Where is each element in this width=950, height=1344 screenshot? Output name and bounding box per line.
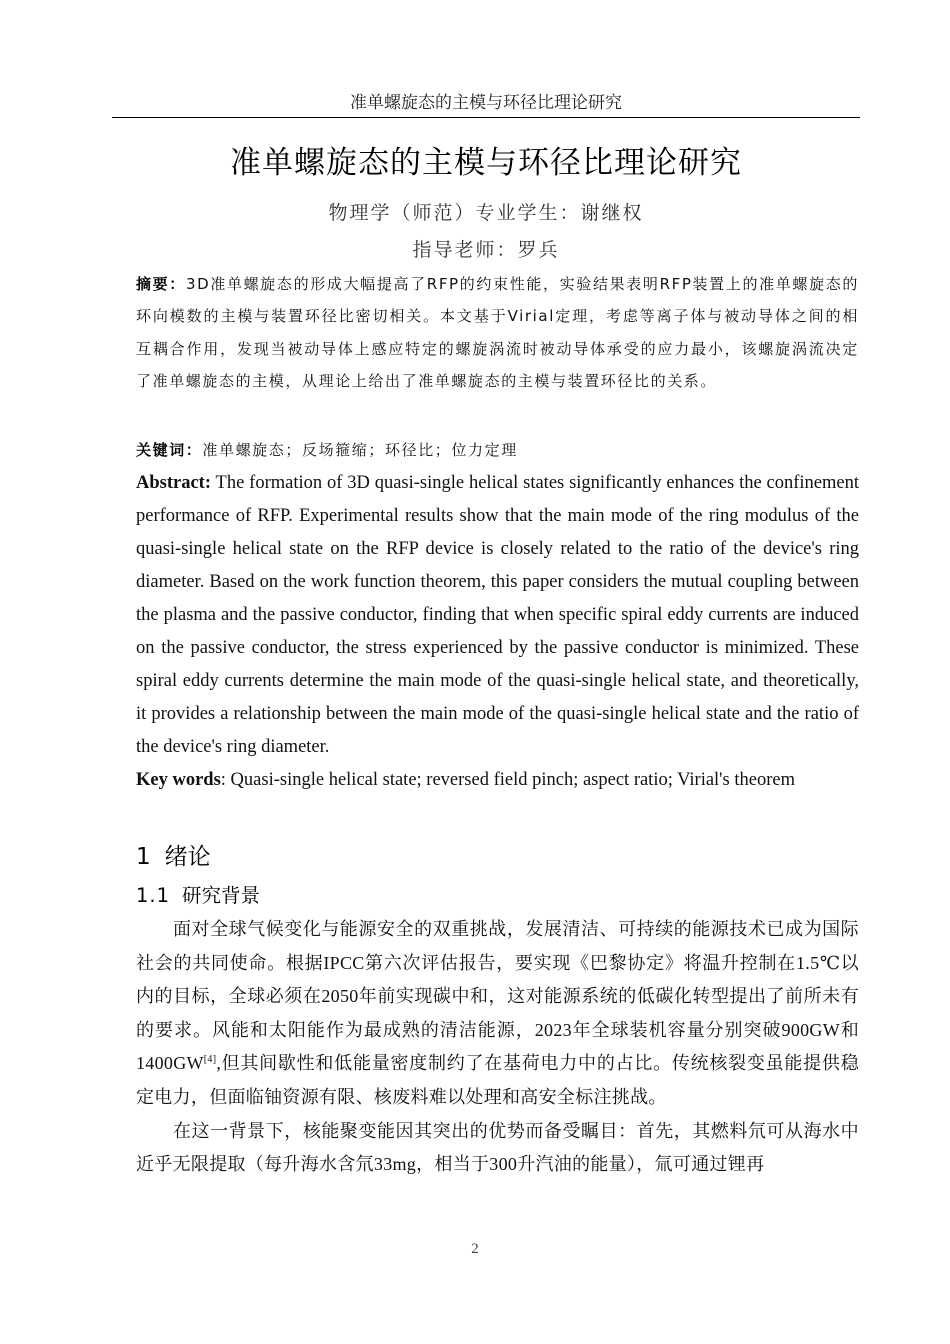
abstract-en-paragraph: [136, 467, 859, 764]
keywords-cn: [136, 434, 859, 466]
section-heading-1: [136, 838, 211, 871]
paper-title: 准单螺旋态的主模与环径比理论研究: [230, 145, 742, 181]
section-heading-1-title: 绪论: [164, 844, 211, 870]
keywords-en-paragraph: [136, 764, 859, 797]
abstract-cn-paragraph: [136, 268, 859, 398]
abstract-cn-text: 3D准单螺旋态的形成大幅提高了RFP的约束性能，实验结果表明RFP装置上的准单螺旋态的环向模数的主模与装置环径比密切相关。本文基于Virial定理，考虑等离子体与被动导体之间的相互耦合作用，发现当被动导体上感应特定的螺旋涡流时被动导体承受的应力最小，该螺旋涡流决定了准单螺旋态的主模，从理论上给出了准单螺旋态的主模与装置环径比的关系。: [136, 275, 859, 391]
abstract-en-text: The formation of 3D quasi-single helical states significantly enhances the confinement performance of RFP. Experimental results show that the main mode of the ring modulus of the quasi-single helical state on the RFP device is closely related to the ratio of the device's ring diameter. Based on the work function theorem, this paper considers the mutual coupling between the plasma and the passive conductor, finding that when specific spiral eddy currents are induced on the passive conductor, the stress experienced by the passive conductor is minimized. These spiral eddy currents determine the main mode of the quasi-single helical state, and theoretically, it provides a relationship between the main mode of the quasi-single helical state and the ratio of the device's ring diameter.: [136, 473, 859, 757]
advisor-line: 指导老师：罗兵: [412, 239, 560, 261]
abstract-cn: [136, 268, 859, 398]
keywords-en-label: Key words: [136, 770, 221, 790]
author-line: 物理学（师范）专业学生：谢继权: [328, 202, 644, 224]
page-number: 2: [471, 1241, 479, 1257]
body-paragraph-2: 在这一背景下，核能聚变能因其突出的优势而备受瞩目：首先，其燃料氘可从海水中近乎无限提取（每升海水含氘33mg，相当于300升汽油的能量），氚可通过锂再: [136, 1120, 859, 1175]
running-header: 准单螺旋态的主模与环径比理论研究: [350, 93, 622, 113]
section-heading-1-1-number: 1.1: [136, 884, 171, 907]
body-paragraph-1-part-b: ,但其间歇性和低能量密度制约了在基荷电力中的占比。传统核裂变虽能提供稳定电力，但面临铀资源有限、核废料难以处理和高安全标注挑战。: [136, 1053, 859, 1107]
section-heading-1-1-title: 研究背景: [182, 884, 261, 907]
section-heading-1-1: [136, 880, 260, 908]
abstract-cn-label: 摘要：: [136, 275, 186, 293]
header-rule: [112, 117, 860, 118]
abstract-en: [136, 467, 859, 764]
citation-ref: [4]: [203, 1054, 217, 1066]
body-text: [136, 913, 859, 1182]
section-heading-1-number: 1: [136, 844, 151, 870]
abstract-en-label: Abstract:: [136, 473, 212, 493]
keywords-en: [136, 764, 859, 797]
keywords-cn-label: 关键词：: [136, 441, 203, 459]
keywords-cn-paragraph: [136, 434, 859, 466]
body-paragraph-1: [136, 913, 859, 1115]
body-paragraph-1-part-a: 面对全球气候变化与能源安全的双重挑战，发展清洁、可持续的能源技术已成为国际社会的共同使命。根据IPCC第六次评估报告，要实现《巴黎协定》将温升控制在1.5℃以内的目标，全球必须在2050年前实现碳中和，这对能源系统的低碳化转型提出了前所未有的要求。风能和太阳能作为最成熟的清洁能源，2023年全球装机容量分别突破900GW和1400GW: [136, 919, 859, 1074]
keywords-en-text: : Quasi-single helical state; reversed field pinch; aspect ratio; Virial's theorem: [220, 770, 795, 790]
keywords-cn-text: 准单螺旋态；反场箍缩；环径比；位力定理: [202, 441, 518, 459]
